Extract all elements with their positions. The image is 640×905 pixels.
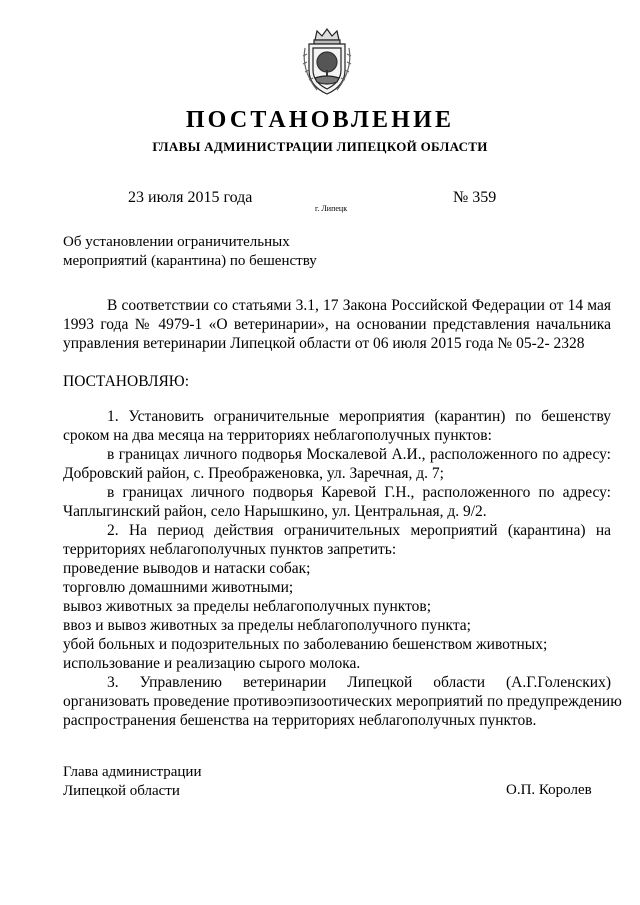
ban-item: вывоз животных за пределы неблагополучных пунктов; (63, 598, 432, 615)
text-line: управления ветеринарии Липецкой области от 06 июля 2015 года № 05-2- 2328 (63, 335, 585, 352)
document-city: г. Липецк (315, 204, 348, 213)
text-line: 1993 года № 4979-1 «О ветеринарии», на основании представления начальника (63, 316, 611, 333)
preamble-paragraph (63, 296, 611, 353)
document-number: № 359 (453, 189, 497, 206)
item-1a (63, 445, 611, 483)
item-2 (63, 521, 611, 559)
item-1 (63, 407, 611, 445)
text-line: 1. Установить ограничительные мероприятия (карантин) по бешенству (107, 408, 611, 425)
document-date: 23 июля 2015 года (128, 189, 253, 206)
subject-line: Об установлении ограничительных (63, 234, 290, 250)
text-line: сроком на два месяца на территориях неблагополучных пунктов: (63, 427, 492, 444)
ban-item: убой больных и подозрительных по заболеванию бешенством животных; (63, 636, 548, 653)
text-line: 3. Управлению ветеринарии Липецкой области (А.Г.Голенских) (107, 674, 611, 691)
ban-item: ввоз и вывоз животных за пределы неблагополучного пункта; (63, 617, 471, 634)
decree-word: ПОСТАНОВЛЯЮ: (63, 373, 190, 390)
signature-position-line: Липецкой области (63, 783, 180, 799)
document-subtitle: ГЛАВЫ АДМИНИСТРАЦИИ ЛИПЕЦКОЙ ОБЛАСТИ (152, 139, 488, 154)
text-line: в границах личного подворья Каревой Г.Н., расположенного по адресу: (107, 484, 611, 501)
subject-line: мероприятий (карантина) по бешенству (63, 253, 317, 269)
item-3 (63, 673, 622, 730)
signature-position-line: Глава администрации (63, 764, 202, 780)
text-line: В соответствии со статьями 3.1, 17 Закона Российской Федерации от 14 мая (107, 297, 611, 314)
text-line: распространения бешенства на территориях неблагополучных пунктов. (63, 712, 537, 729)
text-line: организовать проведение противоэпизоотических мероприятий по предупреждению (63, 693, 622, 710)
document-subject (63, 233, 317, 271)
signature-position (63, 763, 201, 801)
text-line: в границах личного подворья Москалевой А.И., расположенного по адресу: (107, 446, 611, 463)
ban-item: проведение выводов и натаски собак; (63, 560, 311, 577)
ban-item: торговлю домашними животными; (63, 579, 294, 596)
coat-of-arms-icon (297, 26, 357, 98)
ban-list (63, 559, 611, 673)
item-1b (63, 483, 611, 521)
text-line: 2. На период действия ограничительных мероприятий (карантина) на (107, 522, 611, 539)
ban-item: использование и реализацию сырого молока. (63, 655, 361, 672)
signature-name: О.П. Королев (506, 782, 592, 798)
text-line: территориях неблагополучных пунктов запретить: (63, 541, 397, 558)
text-line: Добровский район, с. Преображеновка, ул. Заречная, д. 7; (63, 465, 444, 482)
document-title: ПОСТАНОВЛЕНИЕ (185, 107, 455, 133)
text-line: Чаплыгинский район, село Нарышкино, ул. Центральная, д. 9/2. (63, 503, 487, 520)
